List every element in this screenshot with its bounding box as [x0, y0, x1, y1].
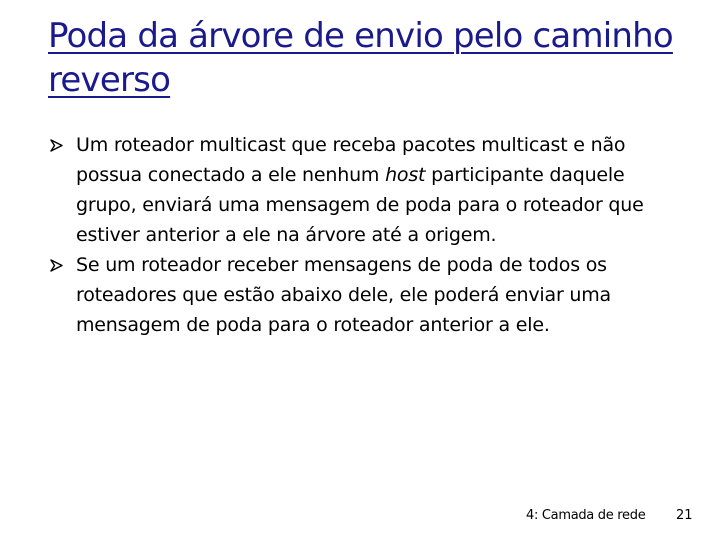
arrow-bullet-icon	[50, 259, 63, 272]
bullet-item-upstream-prune	[48, 250, 668, 340]
slide-title: Poda da árvore de envio pelo caminho reverso	[48, 16, 673, 100]
bullet-text-continued: participante daquele grupo, enviará uma mensagem de poda para o roteador que estiver anterior a ele na árvore até a origem.	[76, 164, 644, 246]
bullet-text: Um roteador multicast que receba pacotes multicast e não possua conectado a ele nenhum	[76, 134, 626, 186]
arrow-bullet-icon	[50, 139, 63, 152]
bullet-emphasis: host	[385, 164, 426, 186]
bullet-item-multicast-prune	[48, 130, 668, 250]
bullet-text: Se um roteador receber mensagens de poda de todos os roteadores que estão abaixo dele, ele poderá enviar uma mensagem de poda para o roteador anterior a ele.	[76, 254, 611, 336]
page-number: 21	[676, 508, 693, 523]
footer-section-label: 4: Camada de rede	[526, 508, 646, 523]
bullet-list	[48, 130, 668, 340]
